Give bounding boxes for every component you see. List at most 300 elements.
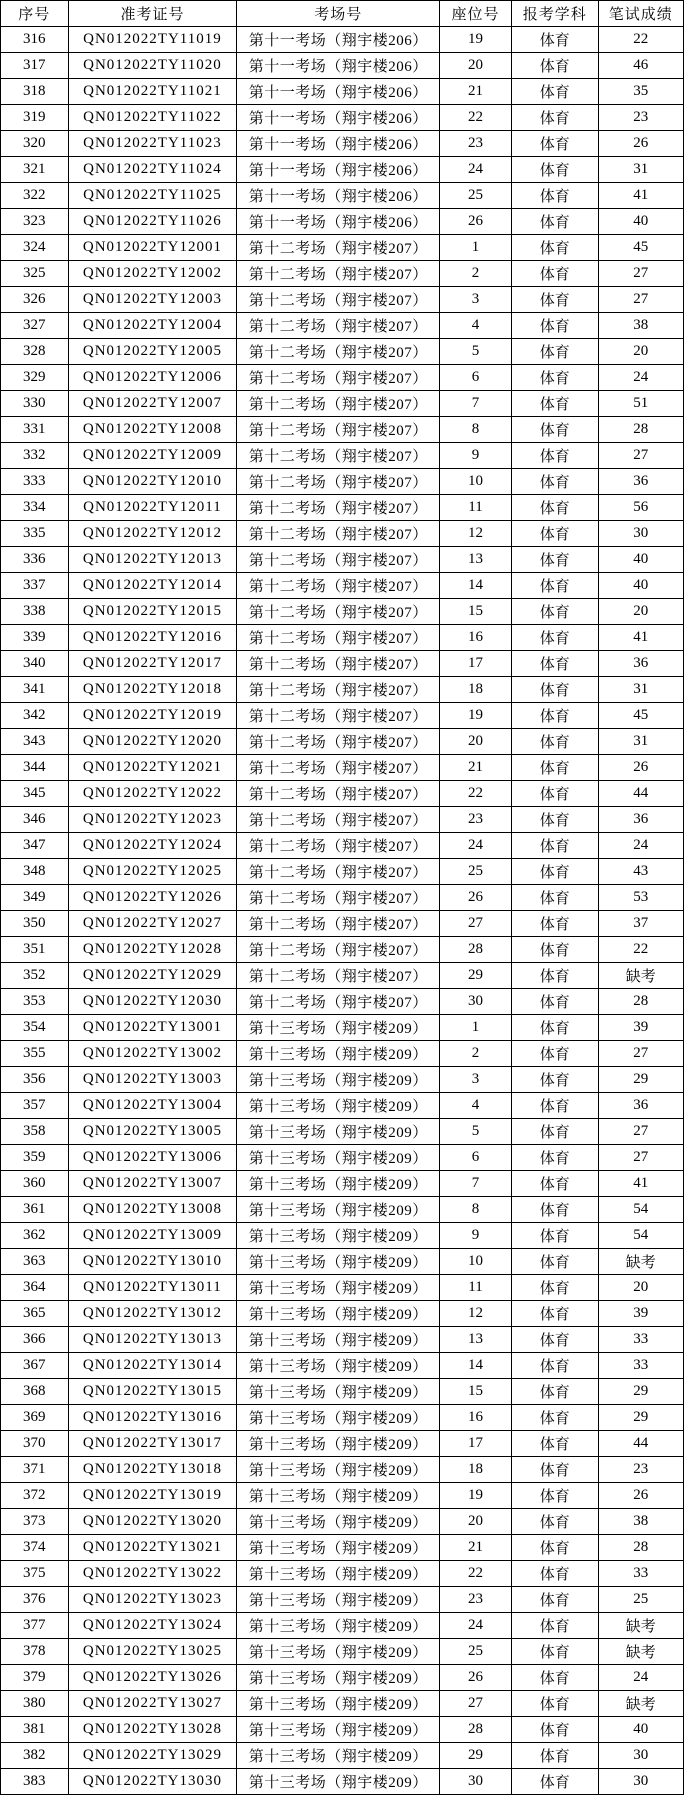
cell-seat: 26: [440, 885, 512, 911]
cell-index: 354: [1, 1015, 69, 1041]
cell-room: 第十二考场（翔宇楼207）: [237, 651, 440, 677]
cell-score: 33: [598, 1353, 683, 1379]
cell-ticket: QN012022TY12026: [68, 885, 237, 911]
cell-subject: 体育: [511, 859, 598, 885]
cell-subject: 体育: [511, 1639, 598, 1665]
cell-room: 第十二考场（翔宇楼207）: [237, 703, 440, 729]
cell-subject: 体育: [511, 677, 598, 703]
cell-room: 第十二考场（翔宇楼207）: [237, 547, 440, 573]
cell-score: 24: [598, 1665, 683, 1691]
cell-index: 338: [1, 599, 69, 625]
cell-ticket: QN012022TY13006: [68, 1145, 237, 1171]
cell-index: 329: [1, 365, 69, 391]
col-header-seat: 座位号: [440, 1, 512, 27]
cell-room: 第十三考场（翔宇楼209）: [237, 1509, 440, 1535]
cell-index: 342: [1, 703, 69, 729]
table-row: [1, 807, 684, 833]
cell-score: 40: [598, 209, 683, 235]
cell-index: 364: [1, 1275, 69, 1301]
cell-score: 25: [598, 1587, 683, 1613]
cell-score: 40: [598, 547, 683, 573]
cell-room: 第十一考场（翔宇楼206）: [237, 27, 440, 53]
cell-index: 358: [1, 1119, 69, 1145]
cell-room: 第十三考场（翔宇楼209）: [237, 1197, 440, 1223]
cell-subject: 体育: [511, 183, 598, 209]
cell-seat: 18: [440, 1457, 512, 1483]
cell-seat: 27: [440, 1691, 512, 1717]
cell-subject: 体育: [511, 287, 598, 313]
cell-subject: 体育: [511, 1015, 598, 1041]
cell-index: 332: [1, 443, 69, 469]
cell-ticket: QN012022TY13029: [68, 1743, 237, 1769]
cell-subject: 体育: [511, 1353, 598, 1379]
table-row: [1, 573, 684, 599]
cell-score: 38: [598, 1509, 683, 1535]
col-header-room: 考场号: [237, 1, 440, 27]
cell-subject: 体育: [511, 235, 598, 261]
cell-score: 31: [598, 157, 683, 183]
table-row: [1, 1171, 684, 1197]
cell-score: 缺考: [598, 1639, 683, 1665]
table-row: [1, 1769, 684, 1795]
cell-score: 39: [598, 1301, 683, 1327]
cell-seat: 22: [440, 1561, 512, 1587]
table-body: [1, 27, 684, 1795]
cell-score: 22: [598, 937, 683, 963]
cell-ticket: QN012022TY12023: [68, 807, 237, 833]
cell-score: 36: [598, 1093, 683, 1119]
cell-seat: 22: [440, 105, 512, 131]
cell-seat: 13: [440, 547, 512, 573]
cell-seat: 17: [440, 1431, 512, 1457]
cell-index: 368: [1, 1379, 69, 1405]
cell-room: 第十三考场（翔宇楼209）: [237, 1483, 440, 1509]
cell-seat: 1: [440, 235, 512, 261]
cell-seat: 7: [440, 1171, 512, 1197]
cell-room: 第十二考场（翔宇楼207）: [237, 859, 440, 885]
table-row: [1, 833, 684, 859]
cell-ticket: QN012022TY13024: [68, 1613, 237, 1639]
cell-seat: 13: [440, 1327, 512, 1353]
cell-subject: 体育: [511, 417, 598, 443]
cell-seat: 19: [440, 703, 512, 729]
table-header: [1, 1, 684, 27]
cell-ticket: QN012022TY12028: [68, 937, 237, 963]
cell-score: 20: [598, 1275, 683, 1301]
cell-subject: 体育: [511, 1197, 598, 1223]
cell-index: 339: [1, 625, 69, 651]
cell-seat: 2: [440, 261, 512, 287]
table-row: [1, 1197, 684, 1223]
cell-index: 359: [1, 1145, 69, 1171]
cell-ticket: QN012022TY13018: [68, 1457, 237, 1483]
cell-subject: 体育: [511, 1665, 598, 1691]
table-row: [1, 729, 684, 755]
cell-ticket: QN012022TY12014: [68, 573, 237, 599]
cell-seat: 4: [440, 1093, 512, 1119]
cell-score: 36: [598, 469, 683, 495]
table-row: [1, 859, 684, 885]
cell-subject: 体育: [511, 1743, 598, 1769]
cell-room: 第十二考场（翔宇楼207）: [237, 313, 440, 339]
cell-seat: 9: [440, 1223, 512, 1249]
cell-subject: 体育: [511, 963, 598, 989]
table-row: [1, 27, 684, 53]
table-row: [1, 53, 684, 79]
cell-room: 第十二考场（翔宇楼207）: [237, 885, 440, 911]
cell-score: 38: [598, 313, 683, 339]
table-row: [1, 989, 684, 1015]
cell-index: 352: [1, 963, 69, 989]
cell-room: 第十二考场（翔宇楼207）: [237, 495, 440, 521]
cell-seat: 7: [440, 391, 512, 417]
cell-ticket: QN012022TY11019: [68, 27, 237, 53]
cell-subject: 体育: [511, 469, 598, 495]
cell-ticket: QN012022TY13009: [68, 1223, 237, 1249]
cell-subject: 体育: [511, 573, 598, 599]
col-header-subject: 报考学科: [511, 1, 598, 27]
cell-subject: 体育: [511, 261, 598, 287]
table-row: [1, 209, 684, 235]
cell-index: 341: [1, 677, 69, 703]
cell-subject: 体育: [511, 599, 598, 625]
cell-index: 366: [1, 1327, 69, 1353]
cell-index: 324: [1, 235, 69, 261]
table-row: [1, 313, 684, 339]
table-row: [1, 1015, 684, 1041]
cell-ticket: QN012022TY12018: [68, 677, 237, 703]
cell-score: 27: [598, 1041, 683, 1067]
cell-subject: 体育: [511, 1327, 598, 1353]
cell-room: 第十三考场（翔宇楼209）: [237, 1535, 440, 1561]
cell-score: 54: [598, 1223, 683, 1249]
cell-score: 36: [598, 807, 683, 833]
cell-index: 337: [1, 573, 69, 599]
table-row: [1, 1145, 684, 1171]
cell-room: 第十二考场（翔宇楼207）: [237, 443, 440, 469]
table-row: [1, 131, 684, 157]
cell-index: 356: [1, 1067, 69, 1093]
cell-seat: 20: [440, 729, 512, 755]
cell-ticket: QN012022TY12025: [68, 859, 237, 885]
cell-score: 23: [598, 1457, 683, 1483]
cell-score: 30: [598, 1743, 683, 1769]
cell-index: 316: [1, 27, 69, 53]
cell-ticket: QN012022TY13023: [68, 1587, 237, 1613]
cell-ticket: QN012022TY13016: [68, 1405, 237, 1431]
cell-subject: 体育: [511, 27, 598, 53]
cell-ticket: QN012022TY13017: [68, 1431, 237, 1457]
cell-room: 第十三考场（翔宇楼209）: [237, 1067, 440, 1093]
cell-room: 第十三考场（翔宇楼209）: [237, 1613, 440, 1639]
cell-score: 28: [598, 989, 683, 1015]
cell-room: 第十二考场（翔宇楼207）: [237, 521, 440, 547]
cell-seat: 23: [440, 131, 512, 157]
cell-seat: 6: [440, 1145, 512, 1171]
cell-subject: 体育: [511, 1717, 598, 1743]
cell-ticket: QN012022TY13010: [68, 1249, 237, 1275]
cell-index: 318: [1, 79, 69, 105]
cell-ticket: QN012022TY12004: [68, 313, 237, 339]
cell-seat: 19: [440, 1483, 512, 1509]
cell-seat: 24: [440, 833, 512, 859]
table-row: [1, 417, 684, 443]
cell-score: 24: [598, 833, 683, 859]
table-row: [1, 547, 684, 573]
cell-seat: 5: [440, 339, 512, 365]
cell-ticket: QN012022TY13011: [68, 1275, 237, 1301]
cell-index: 372: [1, 1483, 69, 1509]
cell-ticket: QN012022TY13021: [68, 1535, 237, 1561]
cell-index: 319: [1, 105, 69, 131]
table-row: [1, 885, 684, 911]
cell-score: 26: [598, 1483, 683, 1509]
cell-index: 360: [1, 1171, 69, 1197]
cell-room: 第十二考场（翔宇楼207）: [237, 599, 440, 625]
cell-ticket: QN012022TY12005: [68, 339, 237, 365]
cell-index: 333: [1, 469, 69, 495]
cell-score: 29: [598, 1067, 683, 1093]
cell-subject: 体育: [511, 1379, 598, 1405]
cell-ticket: QN012022TY12007: [68, 391, 237, 417]
cell-index: 327: [1, 313, 69, 339]
cell-ticket: QN012022TY11025: [68, 183, 237, 209]
cell-seat: 11: [440, 495, 512, 521]
cell-seat: 29: [440, 963, 512, 989]
cell-score: 20: [598, 599, 683, 625]
cell-index: 371: [1, 1457, 69, 1483]
cell-room: 第十二考场（翔宇楼207）: [237, 989, 440, 1015]
cell-score: 54: [598, 1197, 683, 1223]
cell-room: 第十二考场（翔宇楼207）: [237, 755, 440, 781]
cell-seat: 3: [440, 1067, 512, 1093]
cell-subject: 体育: [511, 833, 598, 859]
cell-room: 第十二考场（翔宇楼207）: [237, 911, 440, 937]
cell-seat: 24: [440, 157, 512, 183]
cell-score: 27: [598, 261, 683, 287]
table-row: [1, 1041, 684, 1067]
cell-seat: 20: [440, 1509, 512, 1535]
cell-subject: 体育: [511, 1041, 598, 1067]
cell-room: 第十三考场（翔宇楼209）: [237, 1327, 440, 1353]
cell-score: 43: [598, 859, 683, 885]
cell-seat: 30: [440, 989, 512, 1015]
cell-subject: 体育: [511, 53, 598, 79]
cell-seat: 8: [440, 1197, 512, 1223]
table-row: [1, 1093, 684, 1119]
cell-subject: 体育: [511, 755, 598, 781]
cell-ticket: QN012022TY12006: [68, 365, 237, 391]
cell-subject: 体育: [511, 703, 598, 729]
cell-ticket: QN012022TY13008: [68, 1197, 237, 1223]
cell-room: 第十三考场（翔宇楼209）: [237, 1457, 440, 1483]
cell-score: 41: [598, 1171, 683, 1197]
cell-seat: 25: [440, 859, 512, 885]
table-row: [1, 1717, 684, 1743]
cell-ticket: QN012022TY13012: [68, 1301, 237, 1327]
table-row: [1, 495, 684, 521]
cell-seat: 5: [440, 1119, 512, 1145]
cell-ticket: QN012022TY11023: [68, 131, 237, 157]
cell-ticket: QN012022TY13030: [68, 1769, 237, 1795]
cell-subject: 体育: [511, 1483, 598, 1509]
cell-room: 第十二考场（翔宇楼207）: [237, 417, 440, 443]
cell-room: 第十二考场（翔宇楼207）: [237, 261, 440, 287]
cell-score: 28: [598, 1535, 683, 1561]
cell-score: 23: [598, 105, 683, 131]
cell-subject: 体育: [511, 1093, 598, 1119]
cell-room: 第十三考场（翔宇楼209）: [237, 1379, 440, 1405]
cell-index: 355: [1, 1041, 69, 1067]
cell-subject: 体育: [511, 131, 598, 157]
cell-score: 缺考: [598, 1249, 683, 1275]
cell-index: 335: [1, 521, 69, 547]
table-row: [1, 963, 684, 989]
cell-room: 第十三考场（翔宇楼209）: [237, 1691, 440, 1717]
cell-subject: 体育: [511, 521, 598, 547]
cell-seat: 26: [440, 1665, 512, 1691]
table-row: [1, 183, 684, 209]
cell-room: 第十二考场（翔宇楼207）: [237, 963, 440, 989]
cell-subject: 体育: [511, 1769, 598, 1795]
table-row: [1, 1275, 684, 1301]
cell-subject: 体育: [511, 443, 598, 469]
table-row: [1, 1691, 684, 1717]
cell-score: 缺考: [598, 1691, 683, 1717]
cell-seat: 16: [440, 1405, 512, 1431]
cell-seat: 1: [440, 1015, 512, 1041]
cell-ticket: QN012022TY12013: [68, 547, 237, 573]
table-row: [1, 755, 684, 781]
cell-ticket: QN012022TY13003: [68, 1067, 237, 1093]
cell-index: 375: [1, 1561, 69, 1587]
cell-seat: 4: [440, 313, 512, 339]
table-row: [1, 1483, 684, 1509]
table-row: [1, 1249, 684, 1275]
cell-index: 346: [1, 807, 69, 833]
cell-subject: 体育: [511, 1613, 598, 1639]
table-row: [1, 1379, 684, 1405]
cell-subject: 体育: [511, 989, 598, 1015]
cell-subject: 体育: [511, 1587, 598, 1613]
cell-ticket: QN012022TY12009: [68, 443, 237, 469]
cell-index: 380: [1, 1691, 69, 1717]
cell-subject: 体育: [511, 105, 598, 131]
cell-subject: 体育: [511, 157, 598, 183]
cell-score: 29: [598, 1405, 683, 1431]
cell-subject: 体育: [511, 651, 598, 677]
cell-ticket: QN012022TY12029: [68, 963, 237, 989]
cell-subject: 体育: [511, 547, 598, 573]
cell-seat: 15: [440, 1379, 512, 1405]
cell-score: 53: [598, 885, 683, 911]
cell-seat: 26: [440, 209, 512, 235]
cell-score: 40: [598, 1717, 683, 1743]
cell-subject: 体育: [511, 1249, 598, 1275]
cell-ticket: QN012022TY13025: [68, 1639, 237, 1665]
table-row: [1, 781, 684, 807]
table-row: [1, 1067, 684, 1093]
cell-index: 378: [1, 1639, 69, 1665]
cell-score: 27: [598, 1119, 683, 1145]
cell-subject: 体育: [511, 1223, 598, 1249]
cell-room: 第十一考场（翔宇楼206）: [237, 209, 440, 235]
cell-ticket: QN012022TY12011: [68, 495, 237, 521]
cell-seat: 8: [440, 417, 512, 443]
cell-seat: 10: [440, 1249, 512, 1275]
table-row: [1, 1743, 684, 1769]
cell-subject: 体育: [511, 313, 598, 339]
table-row: [1, 1509, 684, 1535]
cell-subject: 体育: [511, 729, 598, 755]
cell-room: 第十三考场（翔宇楼209）: [237, 1431, 440, 1457]
cell-ticket: QN012022TY13014: [68, 1353, 237, 1379]
cell-ticket: QN012022TY13001: [68, 1015, 237, 1041]
cell-ticket: QN012022TY12015: [68, 599, 237, 625]
cell-score: 27: [598, 1145, 683, 1171]
table-row: [1, 157, 684, 183]
cell-seat: 14: [440, 1353, 512, 1379]
cell-index: 376: [1, 1587, 69, 1613]
cell-score: 44: [598, 1431, 683, 1457]
col-header-ticket: 准考证号: [68, 1, 237, 27]
cell-subject: 体育: [511, 1275, 598, 1301]
cell-subject: 体育: [511, 885, 598, 911]
cell-index: 362: [1, 1223, 69, 1249]
cell-seat: 29: [440, 1743, 512, 1769]
cell-subject: 体育: [511, 1691, 598, 1717]
cell-room: 第十三考场（翔宇楼209）: [237, 1171, 440, 1197]
cell-ticket: QN012022TY12012: [68, 521, 237, 547]
table-row: [1, 1327, 684, 1353]
table-row: [1, 365, 684, 391]
cell-index: 377: [1, 1613, 69, 1639]
cell-room: 第十三考场（翔宇楼209）: [237, 1093, 440, 1119]
cell-room: 第十三考场（翔宇楼209）: [237, 1743, 440, 1769]
cell-subject: 体育: [511, 339, 598, 365]
cell-seat: 2: [440, 1041, 512, 1067]
table-row: [1, 469, 684, 495]
cell-ticket: QN012022TY12008: [68, 417, 237, 443]
cell-score: 缺考: [598, 1613, 683, 1639]
cell-score: 51: [598, 391, 683, 417]
table-row: [1, 651, 684, 677]
cell-ticket: QN012022TY12017: [68, 651, 237, 677]
cell-ticket: QN012022TY11022: [68, 105, 237, 131]
cell-subject: 体育: [511, 1067, 598, 1093]
cell-subject: 体育: [511, 1171, 598, 1197]
cell-score: 31: [598, 677, 683, 703]
cell-ticket: QN012022TY13013: [68, 1327, 237, 1353]
cell-subject: 体育: [511, 1509, 598, 1535]
cell-score: 41: [598, 183, 683, 209]
cell-seat: 25: [440, 183, 512, 209]
cell-score: 26: [598, 755, 683, 781]
cell-index: 365: [1, 1301, 69, 1327]
table-row: [1, 339, 684, 365]
cell-score: 39: [598, 1015, 683, 1041]
cell-subject: 体育: [511, 911, 598, 937]
cell-subject: 体育: [511, 1431, 598, 1457]
cell-subject: 体育: [511, 1145, 598, 1171]
cell-score: 30: [598, 521, 683, 547]
cell-score: 33: [598, 1327, 683, 1353]
cell-seat: 15: [440, 599, 512, 625]
cell-room: 第十一考场（翔宇楼206）: [237, 105, 440, 131]
cell-ticket: QN012022TY13026: [68, 1665, 237, 1691]
cell-seat: 14: [440, 573, 512, 599]
cell-ticket: QN012022TY12024: [68, 833, 237, 859]
